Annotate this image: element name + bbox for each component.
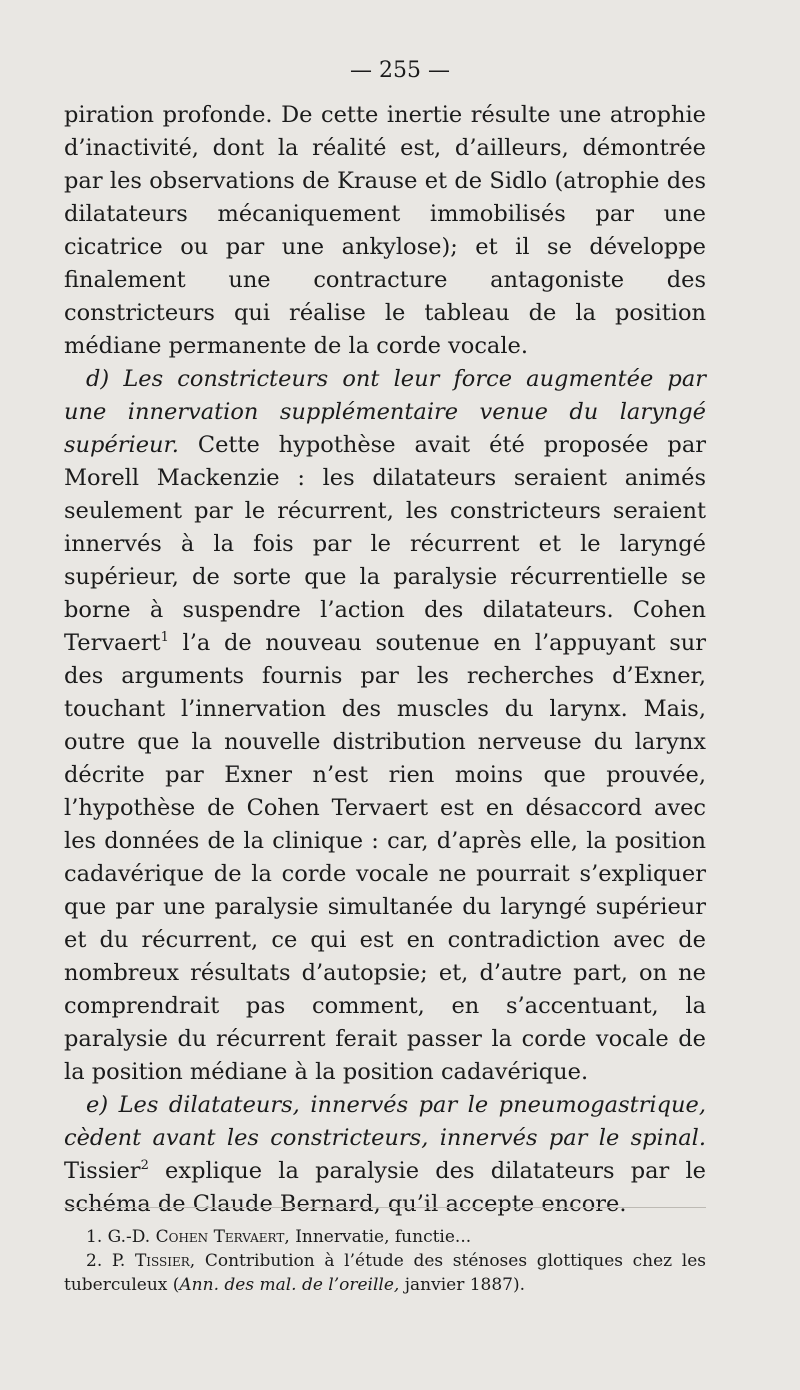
paragraph-1: piration profonde. De cette inertie résulte une atrophie d’inactivité, dont la réalité est, d’ailleurs, démontrée par les observations de Krause et de Sidlo (atrophie des dilatateurs mécaniquement immobilisés par une cicatrice ou par une ankylose); et il se développe finalement une contracture antagoniste des constricteurs qui réalise le tableau de la position médiane permanente de la corde vocale.: [64, 102, 706, 359]
paragraph-2-text-a: Cette hypothèse avait été proposée par Morell Mackenzie : les dilatateurs seraient animés seulement par le récurrent, les constricteurs seraient innervés à la fois par le récurrent et le laryngé supérieur, de sorte que la paralysie récurrentielle se borne à suspendre l’action des dilatateurs. Cohen Tervaert: [64, 432, 706, 656]
paragraph-3-heading: e) Les dilatateurs, innervés par le pneumogastrique, cèdent avant les constricteurs, innervés par le spinal.: [64, 1092, 706, 1151]
footnote-2-author: P. Tissier: [111, 1251, 190, 1271]
footnote-2-journal: Ann. des mal. de l’oreille,: [179, 1275, 400, 1295]
footnote-1-text: , Innervatie, functie...: [284, 1227, 472, 1247]
footnote-1-number: 1.: [86, 1227, 103, 1247]
footnote-2-text-a: , Contribution à l’étude des sténoses glottiques chez les tuberculeux (: [64, 1251, 707, 1295]
footnote-2: [64, 1249, 706, 1297]
footnote-ref-2: 2: [140, 1158, 149, 1173]
footnote-1: [64, 1225, 706, 1249]
paragraph-2-text-b: l’a de nouveau soutenue en l’appuyant sur des arguments fournis par les recherches d’Exner, touchant l’innervation des muscles du larynx. Mais, outre que la nouvelle distribution nerveuse du larynx décrite par Exner n’est rien moins que prouvée, l’hypothèse de Cohen Tervaert est en désaccord avec les données de la clinique : car, d’après elle, la position cadavérique de la corde vocale ne pourrait s’expliquer que par une paralysie simultanée du laryngé supérieur et du récurrent, ce qui est en contradiction avec de nombreux résultats d’autopsie; et, d’autre part, on ne comprendrait pas comment, en s’accentuant, la paralysie du récurrent ferait passer la corde vocale de la position médiane à la position cadavérique.: [64, 630, 706, 1085]
paragraph-3-text-b: explique la paralysie des dilatateurs par le schéma de Claude Bernard, qu’il accepte encore.: [64, 1158, 706, 1217]
paragraph-3: [64, 1089, 706, 1221]
footnote-2-number: 2.: [86, 1251, 103, 1271]
footnote-ref-1: 1: [160, 630, 169, 645]
body-text: [64, 99, 706, 1221]
footnotes: [64, 1225, 706, 1297]
paragraph-2-heading: d) Les constricteurs ont leur force augmentée par une innervation supplémentaire venue du laryngé supérieur.: [64, 366, 706, 458]
page-number: — 255 —: [350, 58, 450, 83]
paragraph-3-text-a: Tissier: [64, 1158, 141, 1184]
footnote-divider: [64, 1207, 706, 1208]
paragraph-2: [64, 363, 706, 1089]
footnote-2-text-b: janvier 1887).: [399, 1275, 526, 1295]
footnote-1-author: G.-D. Cohen Tervaert: [107, 1227, 285, 1247]
